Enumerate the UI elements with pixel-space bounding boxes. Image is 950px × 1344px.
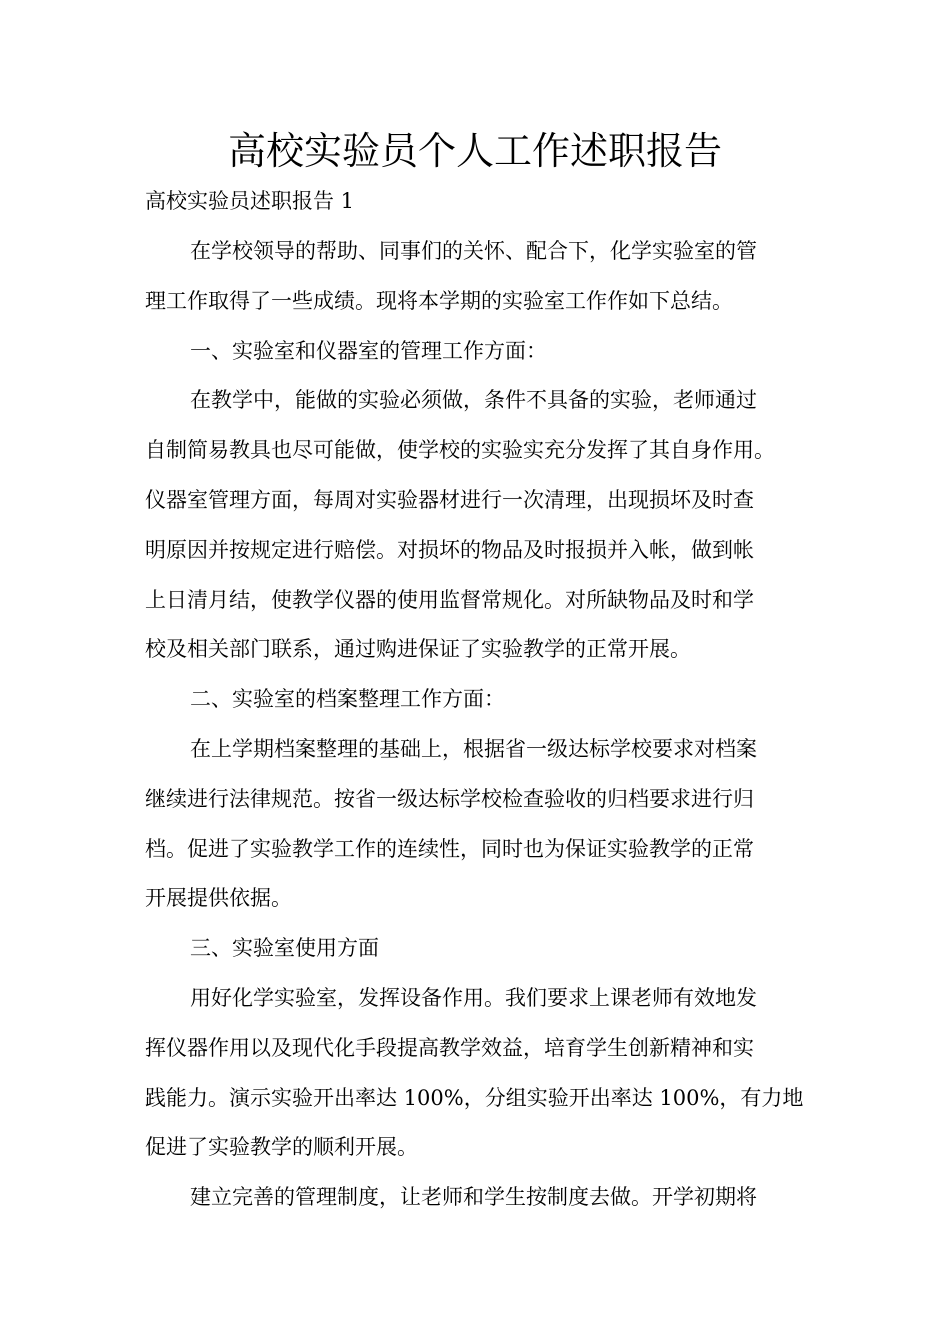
paragraph-line: 校及相关部门联系，通过购进保证了实验教学的正常开展。 [145, 637, 691, 661]
paragraph-line: 挥仪器作用以及现代化手段提高教学效益，培育学生创新精神和实 [145, 1036, 754, 1060]
paragraph-line: 理工作取得了一些成绩。现将本学期的实验室工作作如下总结。 [145, 289, 733, 313]
paragraph-line: 在上学期档案整理的基础上，根据省一级达标学校要求对档案 [190, 737, 757, 761]
section-heading: 三、实验室使用方面 [190, 936, 379, 960]
section-heading: 二、实验室的档案整理工作方面： [190, 687, 505, 711]
document-subtitle: 高校实验员述职报告 1 [145, 189, 355, 213]
paragraph-line: 继续进行法律规范。按省一级达标学校检查验收的归档要求进行归 [145, 787, 754, 811]
paragraph-line: 开展提供依据。 [145, 886, 292, 910]
paragraph-line: 建立完善的管理制度，让老师和学生按制度去做。开学初期将 [190, 1185, 757, 1209]
paragraph-line: 用好化学实验室，发挥设备作用。我们要求上课老师有效地发 [190, 986, 757, 1010]
paragraph-line: 践能力。演示实验开出率达 100%，分组实验开出率达 100%，有力地 [145, 1086, 804, 1110]
paragraph-line: 在教学中，能做的实验必须做，条件不具备的实验，老师通过 [190, 388, 757, 412]
document-title: 高校实验员个人工作述职报告 [227, 129, 722, 173]
paragraph-line: 明原因并按规定进行赔偿。对损坏的物品及时报损并入帐，做到帐 [145, 538, 754, 562]
paragraph-line: 上日清月结，使教学仪器的使用监督常规化。对所缺物品及时和学 [145, 588, 754, 612]
paragraph-line: 档。促进了实验教学工作的连续性，同时也为保证实验教学的正常 [145, 837, 754, 861]
paragraph-line: 促进了实验教学的顺利开展。 [145, 1135, 418, 1159]
paragraph-line: 仪器室管理方面，每周对实验器材进行一次清理，出现损坏及时查 [145, 488, 754, 512]
paragraph-line: 自制简易教具也尽可能做，使学校的实验实充分发挥了其自身作用。 [145, 438, 775, 462]
section-heading: 一、实验室和仪器室的管理工作方面： [190, 339, 547, 363]
paragraph-line: 在学校领导的帮助、同事们的关怀、配合下，化学实验室的管 [190, 239, 757, 263]
